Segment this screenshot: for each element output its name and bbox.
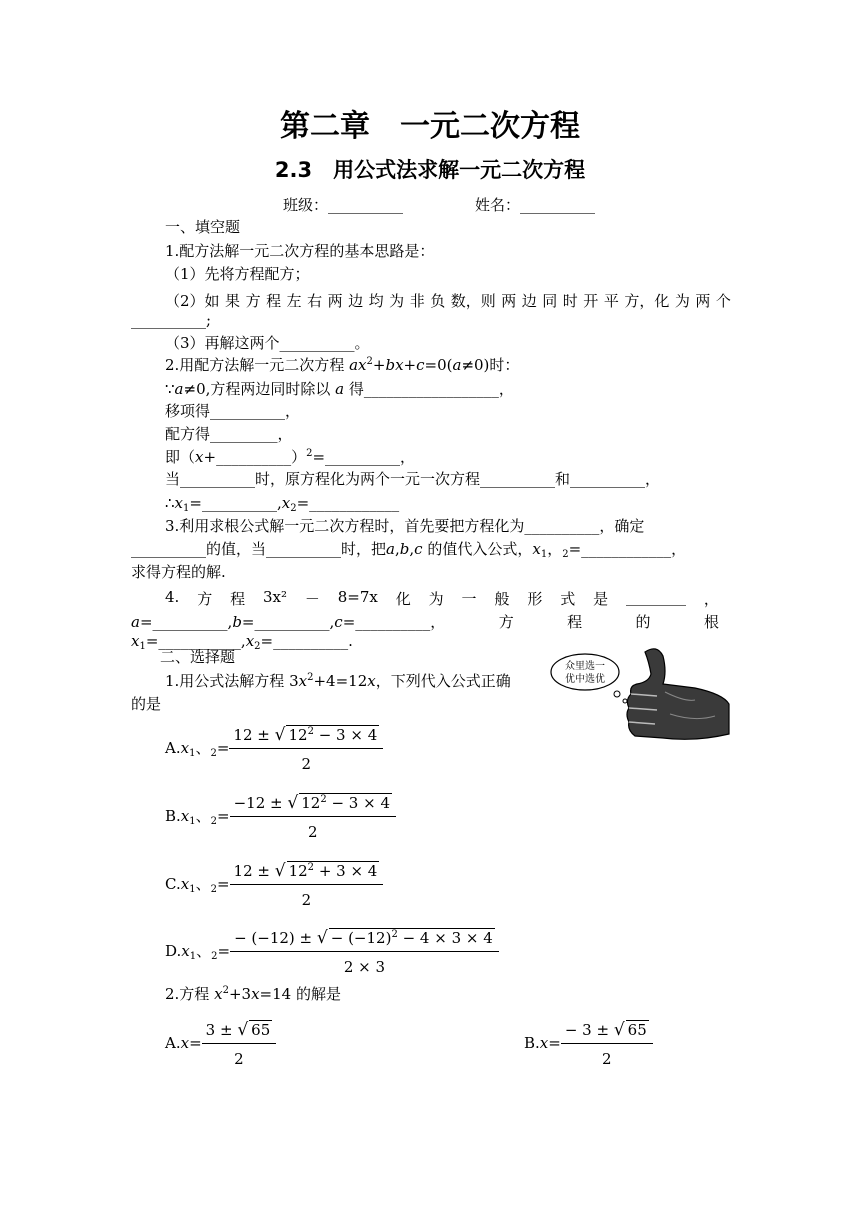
thumbs-up-illustration (545, 642, 730, 744)
s2-q1-stem-cont: 的是 (131, 695, 162, 713)
q1-step2-blank[interactable]: __________; (131, 311, 212, 329)
q2-stem: 2.用配方法解一元二次方程 $ax^2+bx+c=0(a\ne 0)$时： (165, 356, 520, 374)
q2-line5[interactable]: 当__________时，原方程化为两个一元一次方程__________和__________， (165, 470, 661, 488)
q1-step2-line: （2）如 果 方 程 左 右 两 边 均 为 非 负 数，则 两 边 同 时 开 平 方，化 为 两 个 (165, 292, 731, 310)
s2-q1-stem: 1.用公式法解方程 $3x^2+4=12x$，下列代入公式正确 (165, 672, 511, 690)
option-a[interactable]: $A.x_1$、$_2$= $\frac{12 \pm √ 12^2 - 3 \times 4}{2}$ (165, 725, 383, 773)
chapter-title: 第二章 一元二次方程 (280, 109, 580, 144)
q2-line6[interactable]: $\therefore x_1=\_\_\_\_\_\_\_\_\_\_,x_2=\_\_\_\_\_\_\_\_\_\_\_\_$ (165, 494, 400, 514)
section2-heading: 二、选择题 (160, 648, 236, 666)
bubble-text-1: 众里选一 (565, 661, 605, 672)
option-b[interactable]: $B.x_1$、$_2$= $\frac{-12 \pm √ 12^2 - 3 \times 4}{2}$ (165, 793, 396, 841)
q2-line1: ∵a≠0,方程两边同时除以 a 得__________________， (165, 380, 514, 398)
name-field[interactable]: 姓名：__________ (475, 196, 596, 214)
option-d[interactable]: $D.x_1$、$_2$= $\frac{- (-12) \pm √ - (-12)^2 - 4 \times 3 \times 4}{2 \times 3}$ (165, 928, 499, 976)
q3-line3: 求得方程的解. (131, 563, 226, 581)
option-c[interactable]: $C.x_1$、$_2$= $\frac{12 \pm √ 12^2 + 3 \times 4}{2}$ (165, 861, 383, 909)
q2-line2[interactable]: 移项得__________， (165, 402, 301, 420)
q2-option-b[interactable]: B.x= $\frac{- 3 \pm √ 65}{2}$ (524, 1020, 653, 1068)
q2-option-a[interactable]: A.x= $\frac{3 \pm √ 65}{2}$ (165, 1020, 276, 1068)
q4-line1[interactable]: 4. 方 程 3x² － 8=7x 化 为 一 般 形 式 是 ________ ， (165, 588, 719, 608)
q2-line3[interactable]: 配方得_________， (165, 425, 293, 443)
q1-stem: 1.配方法解一元二次方程的基本思路是： (165, 242, 435, 260)
q2-line4[interactable]: 即（x+__________）$^2$=__________， (165, 448, 416, 466)
q1-step1: （1）先将方程配方； (165, 265, 310, 283)
section1-heading: 一、填空题 (165, 218, 241, 236)
q3-line1[interactable]: 3.利用求根公式解一元二次方程时，首先要把方程化为__________，确定 (165, 517, 645, 535)
s2-q2-stem: 2.方程 $x^2+3x=14$ 的解是 (165, 985, 341, 1003)
q4-line2[interactable]: a=__________,b=__________,c=__________， 方 程 的 根 (131, 613, 719, 631)
class-field[interactable]: 班级：__________ (283, 196, 404, 214)
bubble-text-2: 优中选优 (565, 674, 605, 685)
section-title: 2.3 用公式法求解一元二次方程 (274, 158, 586, 182)
q1-step3: （3）再解这两个__________。 (165, 334, 370, 352)
q4-line3[interactable]: $x_1=\_\_\_\_\_\_\_\_\_\_\_,x_2=\_\_\_\_\_\_\_\_\_\_$. (131, 632, 353, 652)
q3-line2[interactable]: __________的值，当__________时，把a,b,c 的值代入公式，$x_1$，$_2$=____________， (131, 540, 687, 560)
